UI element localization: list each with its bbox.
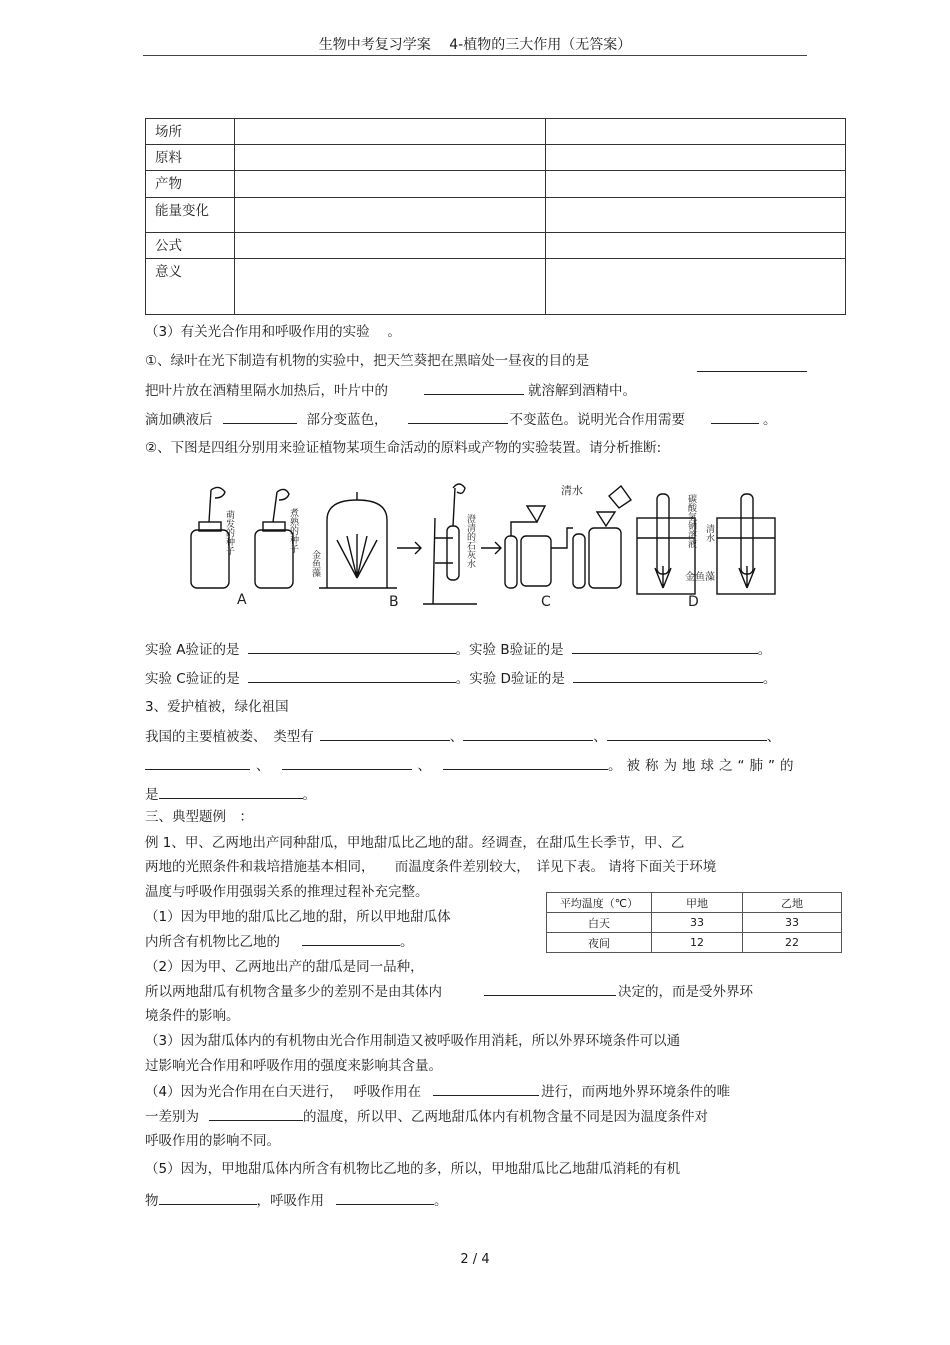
apparatus-a [191,487,293,588]
comparison-table [145,118,846,315]
header-cell: 平均温度（℃） [547,893,652,913]
table-row [146,233,846,259]
p2-line2: 所以两地甜瓜有机物含量多少的差别不是由其体内 决定的，而是受外界环 [145,981,753,1002]
answer-blank[interactable] [424,380,524,395]
table-row [146,119,846,145]
table-row [146,145,846,171]
header-rule [143,55,807,56]
answer-blank[interactable] [282,755,412,770]
exp-ab-line: 实验 A验证的是 。实验 B验证的是 。 [145,639,771,660]
table-row [547,933,842,953]
answer-blank[interactable] [433,1081,539,1096]
vegetation-line3: 是 。 [145,784,316,805]
table-row [146,198,846,233]
apparatus-c [505,486,631,588]
page-number: 2 / 4 [460,1252,490,1267]
table-cell: 12 [652,933,743,953]
p2-line3: 境条件的影响。 [145,1008,240,1024]
table-cell: 白天 [547,913,652,933]
p1-line2: 内所含有机物比乙地的 。 [145,931,414,952]
q1-line2: 把叶片放在酒精里隔水加热后，叶片中的 就溶解到酒精中。 [145,380,636,401]
answer-blank[interactable] [711,409,759,424]
q1-line3: 滴加碘液后 部分变蓝色， 不变蓝色。说明光合作用需要 。 [145,409,777,430]
row-label: 意义 [146,259,235,315]
answer-blank[interactable] [320,726,450,741]
vertical-labels [224,493,715,578]
p2-line1: （2）因为甲、乙两地出产的甜瓜是同一品种， [145,959,424,975]
answer-blank[interactable] [248,639,456,654]
answer-blank[interactable] [607,726,767,741]
table-cell: 夜间 [547,933,652,953]
water-label-d: 清水 [704,524,714,542]
answer-blank[interactable] [572,639,758,654]
row-label: 产物 [146,171,235,198]
p1-line1: （1）因为甲地的甜瓜比乙地的甜，所以甲地甜瓜体 [145,909,451,925]
table-row [547,913,842,933]
header-cell: 乙地 [743,893,842,913]
p5-line1: （5）因为，甲地甜瓜体内所含有机物比乙地的多，所以，甲地甜瓜比乙地甜瓜消耗的有机 [145,1161,681,1177]
lime-water-label: 澄清的石灰水 [465,514,475,568]
answer-blank[interactable] [302,931,400,946]
svg-text:D: D [688,594,699,610]
answer-blank[interactable] [443,755,608,770]
protect-title: 3、爱护植被，绿化祖国 [145,699,289,715]
examples-title: 三、典型题例 ： [145,809,253,825]
experiment-figure [185,478,785,610]
apparatus-letters [237,592,699,610]
vegetation-line2: 、 、 。被称为地球之“肺”的 [145,755,799,776]
answer-blank[interactable] [159,1190,257,1205]
answer-blank[interactable] [697,357,807,372]
answer-blank[interactable] [145,755,250,770]
p4-line3: 呼吸作用的影响不同。 [145,1133,280,1149]
answer-blank[interactable] [209,1106,303,1121]
answer-blank[interactable] [336,1190,434,1205]
page-header: 生物中考复习学案 4-植物的三大作用（无答案） [318,37,632,53]
p4-line2: 一差别为 的温度，所以甲、乙两地甜瓜体内有机物含量不同是因为温度条件对 [145,1106,708,1127]
water-label-c: 清水 [561,484,583,497]
temperature-table [546,892,842,953]
answer-blank[interactable] [223,409,297,424]
section3-title: （3）有关光合作用和呼吸作用的实验 。 [145,324,401,340]
p3-line1: （3）因为甜瓜体内的有机物由光合作用制造又被呼吸作用消耗，所以外界环境条件可以通 [145,1033,681,1049]
jar1-label: 萌发的种子 [224,510,234,555]
answer-blank[interactable] [573,668,763,683]
p4-line1: （4）因为光合作用在白天进行， 呼吸作用在 进行，而两地外界环境条件的唯 [145,1081,730,1102]
table-cell: 22 [743,933,842,953]
svg-text:C: C [541,594,551,610]
row-label: 公式 [146,233,235,259]
exp-cd-line: 实验 C验证的是 。实验 D验证的是 。 [145,668,776,689]
p3-line2: 过影响光合作用和呼吸作用的强度来影响其含量。 [145,1058,442,1074]
bicarbonate-label: 碳酸氢钠溶液 [686,494,696,548]
example1-line3: 温度与呼吸作用强弱关系的推理过程补充完整。 [145,884,429,900]
example1-line2: 两地的光照条件和栽培措施基本相同， 而温度条件差别较大， 详见下表。 请将下面关于环境 [145,859,717,875]
table-row [547,893,842,913]
table-cell: 33 [652,913,743,933]
table-row [146,171,846,198]
table-row [146,259,846,315]
answer-blank[interactable] [463,726,593,741]
plant-label: 金鱼藻 [310,550,320,577]
q1-line1: ①、绿叶在光下制造有机物的实验中，把天竺葵把在黑暗处一昼夜的目的是 [145,353,590,369]
svg-text:B: B [389,594,399,610]
bell-jar [319,492,397,588]
svg-text:A: A [237,592,247,608]
answer-blank[interactable] [159,784,303,799]
q2-line1: ②、下图是四组分别用来验证植物某项生命活动的原料或产物的实验装置。请分析推断: [145,440,662,456]
answer-blank[interactable] [484,981,616,996]
table-cell: 33 [743,913,842,933]
vegetation-line1: 我国的主要植被娄、 类型有 、 、 、 [145,726,780,747]
row-label: 场所 [146,119,235,145]
jar2-label: 煮熟的种子 [288,508,298,553]
p5-line2: 物 ，呼吸作用 。 [145,1190,448,1211]
algae-label-d: 金鱼藻 [685,572,715,583]
header-cell: 甲地 [652,893,743,913]
row-label: 能量变化 [146,198,235,233]
row-label: 原料 [146,145,235,171]
answer-blank[interactable] [408,409,508,424]
example1-line1: 例 1、甲、乙两地出产同种甜瓜，甲地甜瓜比乙地的甜。经调查，在甜瓜生长季节，甲、乙 [145,835,685,851]
answer-blank[interactable] [248,668,456,683]
